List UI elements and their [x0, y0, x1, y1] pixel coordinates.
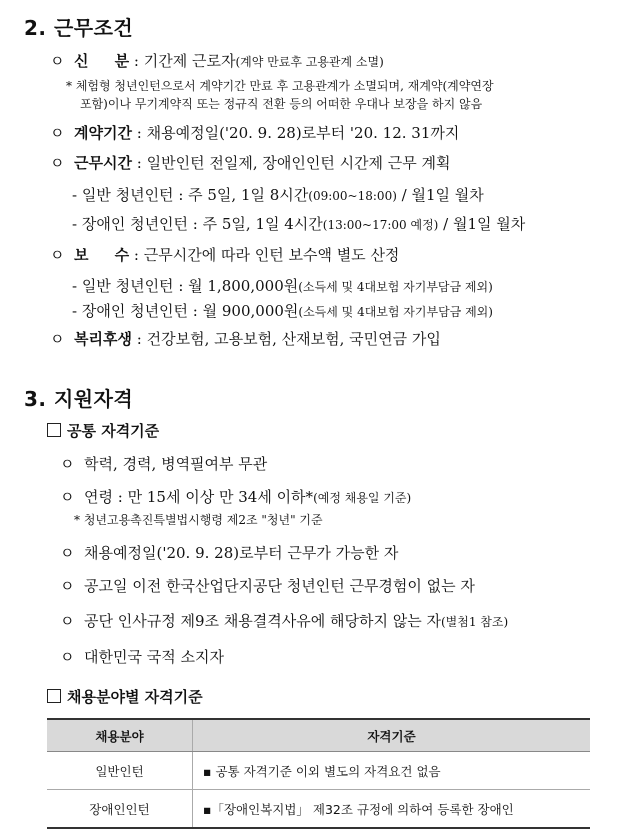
table-header-cell: 채용분야	[47, 719, 193, 752]
criteria-nationality: ㅇ 대한민국 국적 소지자	[60, 648, 224, 666]
item-pay: ㅇ 보 수 : 근무시간에 따라 인턴 보수액 별도 산정	[50, 246, 400, 264]
checkbox-square-icon	[47, 689, 61, 703]
criteria-age-note: * 청년고용촉진특별법시행령 제2조 "청년" 기준	[74, 513, 323, 527]
field-criteria-heading: 채용분야별 자격기준	[47, 686, 203, 707]
table-row	[47, 790, 590, 829]
criteria-disqualification: ㅇ 공단 인사규정 제9조 채용결격사유에 해당하지 않는 자(별첨1 참조)	[60, 612, 509, 630]
bullet-icon: ㅇ	[60, 612, 75, 630]
table-cell-criteria: ▪「장애인복지법」 제32조 규정에 의하여 등록한 장애인	[193, 790, 591, 829]
bullet-icon: ㅇ	[60, 648, 75, 666]
bullet-icon: ㅇ	[50, 246, 65, 264]
item-hours: ㅇ 근무시간 : 일반인턴 전일제, 장애인인턴 시간제 근무 계획	[50, 154, 451, 172]
criteria-education: ㅇ 학력, 경력, 병역필여부 무관	[60, 455, 268, 473]
bullet-icon: ㅇ	[50, 330, 65, 348]
bullet-icon: ㅇ	[60, 455, 75, 473]
table-header-row	[47, 719, 590, 752]
note-line-2: 포함)이나 무기계약직 또는 정규직 전환 등의 어떠한 우대나 보장을 하지 않음	[80, 97, 483, 111]
item-status: ㅇ 신 분 : 기간제 근로자(계약 만료후 고용관계 소멸)	[50, 52, 384, 70]
checkbox-square-icon	[47, 423, 61, 437]
table-cell-field: 일반인턴	[47, 752, 193, 790]
hours-general: - 일반 청년인턴 : 주 5일, 1일 8시간(09:00~18:00) / 월1일 월차	[72, 186, 484, 204]
bullet-icon: ㅇ	[50, 124, 65, 142]
common-criteria-heading: 공통 자격기준	[47, 420, 159, 441]
criteria-age: ㅇ 연령 : 만 15세 이상 만 34세 이하*(예정 채용일 기준)	[60, 488, 412, 506]
table-cell-field: 장애인인턴	[47, 790, 193, 829]
bullet-icon: ㅇ	[50, 154, 65, 172]
bullet-icon: ㅇ	[50, 52, 65, 70]
hours-disabled: - 장애인 청년인턴 : 주 5일, 1일 4시간(13:00~17:00 예정) / 월1일 월차	[72, 215, 526, 233]
item-welfare: ㅇ 복리후생 : 건강보험, 고용보험, 산재보험, 국민연금 가입	[50, 330, 441, 348]
item-period: ㅇ 계약기간 : 채용예정일('20. 9. 28)로부터 '20. 12. 31까지	[50, 124, 460, 142]
pay-disabled: - 장애인 청년인턴 : 월 900,000원(소득세 및 4대보험 자기부담금 제외)	[72, 302, 493, 320]
pay-general: - 일반 청년인턴 : 월 1,800,000원(소득세 및 4대보험 자기부담금 제외)	[72, 277, 493, 295]
criteria-no-experience: ㅇ 공고일 이전 한국산업단지공단 청년인턴 근무경험이 없는 자	[60, 577, 475, 595]
table-row	[47, 752, 590, 790]
table-header-cell: 자격기준	[193, 719, 591, 752]
section-3-title: 3. 지원자격	[24, 387, 134, 411]
table-cell-criteria: ▪ 공통 자격기준 이외 별도의 자격요건 없음	[193, 752, 591, 790]
bullet-icon: ㅇ	[60, 577, 75, 595]
bullet-icon: ㅇ	[60, 488, 75, 506]
section-2-title: 2. 근무조건	[24, 16, 134, 40]
note-line-1: * 체험형 청년인턴으로서 계약기간 만료 후 고용관계가 소멸되며, 재계약(계약연장	[66, 79, 494, 93]
field-criteria-table	[47, 718, 590, 829]
bullet-icon: ㅇ	[60, 544, 75, 562]
criteria-start-date: ㅇ 채용예정일('20. 9. 28)로부터 근무가 가능한 자	[60, 544, 399, 562]
